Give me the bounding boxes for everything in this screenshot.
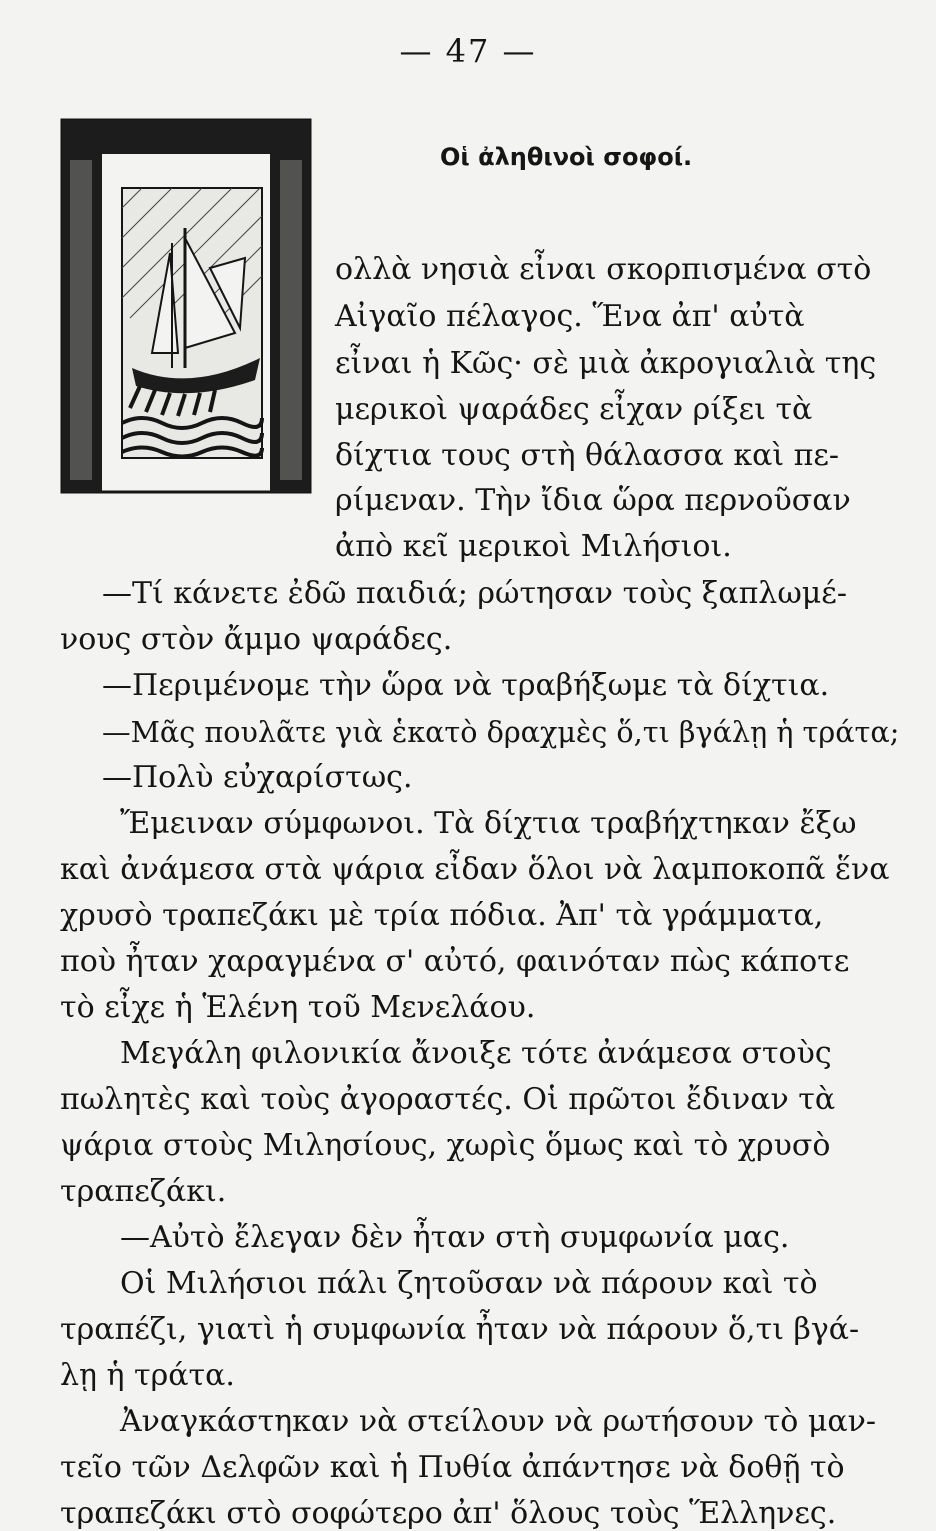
text-line: τραπεζάκι στὸ σοφώτερο ἀπ' ὅλους τοὺς Ἕλληνες. xyxy=(60,1496,837,1531)
chapter-title: Οἱ ἀληθινοὶ σοφοί. xyxy=(440,143,693,171)
text-line: ολλὰ νησιὰ εἶναι σκορπισμένα στὸ xyxy=(335,252,872,287)
text-line: ποὺ ἦταν χαραγμένα σ' αὐτό, φαινόταν πὼς κάποτε xyxy=(60,944,850,979)
text-line: ψάρια στοὺς Μιλησίους, χωρὶς ὅμως καὶ τὸ χρυσὸ xyxy=(60,1128,831,1163)
text-line: —Περιμένομε τὴν ὥρα νὰ τραβήξωμε τὰ δίχτια. xyxy=(102,668,830,703)
drop-cap-illustration xyxy=(60,118,312,494)
text-line: Αἰγαῖο πέλαγος. Ἕνα ἀπ' αὐτὰ xyxy=(335,299,805,334)
text-line: Οἱ Μιλήσιοι πάλι ζητοῦσαν νὰ πάρουν καὶ τὸ xyxy=(120,1266,818,1301)
text-line: Ἔμειναν σύμφωνοι. Τὰ δίχτια τραβήχτηκαν ἔξω xyxy=(120,806,857,841)
text-line: τραπεζάκι. xyxy=(60,1174,227,1209)
text-line: τεῖο τῶν Δελφῶν καὶ ἡ Πυθία ἀπάντησε νὰ δοθῇ τὸ xyxy=(60,1450,845,1485)
text-line: Ἀναγκάστηκαν νὰ στείλουν νὰ ρωτήσουν τὸ μαν- xyxy=(120,1404,877,1439)
text-line: ἀπὸ κεῖ μερικοὶ Μιλήσιοι. xyxy=(335,529,732,564)
text-line: λῃ ἡ τράτα. xyxy=(60,1358,235,1393)
text-line: χρυσὸ τραπεζάκι μὲ τρία πόδια. Ἀπ' τὰ γράμματα, xyxy=(60,898,824,933)
text-line: ρίμεναν. Τὴν ἴδια ὥρα περνοῦσαν xyxy=(335,483,851,518)
text-line: Μεγάλη φιλονικία ἄνοιξε τότε ἀνάμεσα στοὺς xyxy=(120,1036,832,1071)
text-line: —Πολὺ εὐχαρίστως. xyxy=(102,760,413,795)
text-line: —Μᾶς πουλᾶτε γιὰ ἑκατὸ δραχμὲς ὅ,τι βγάλῃ ἡ τράτα; xyxy=(102,715,900,749)
text-line: πωλητὲς καὶ τοὺς ἀγοραστές. Οἱ πρῶτοι ἔδιναν τὰ xyxy=(60,1082,836,1117)
text-line: —Αὐτὸ ἔλεγαν δὲν ἦταν στὴ συμφωνία μας. xyxy=(120,1220,790,1255)
text-line: —Τί κάνετε ἐδῶ παιδιά; ρώτησαν τοὺς ξαπλωμέ- xyxy=(102,576,847,611)
text-line: καὶ ἀνάμεσα στὰ ψάρια εἶδαν ὅλοι νὰ λαμποκοπᾶ ἕνα xyxy=(60,852,890,887)
text-line: μερικοὶ ψαράδες εἶχαν ρίξει τὰ xyxy=(335,392,813,427)
text-line: δίχτια τους στὴ θάλασσα καὶ πε- xyxy=(335,438,840,473)
page-number: — 47 — xyxy=(399,32,537,70)
text-line: νους στὸν ἄμμο ψαράδες. xyxy=(60,622,453,657)
text-line: τὸ εἶχε ἡ Ἑλένη τοῦ Μενελάου. xyxy=(60,990,536,1025)
text-line: εἶναι ἡ Κῶς· σὲ μιὰ ἀκρογιαλιὰ της xyxy=(335,346,877,381)
text-line: τραπέζι, γιατὶ ἡ συμφωνία ἦταν νὰ πάρουν ὅ,τι βγά- xyxy=(60,1312,860,1347)
